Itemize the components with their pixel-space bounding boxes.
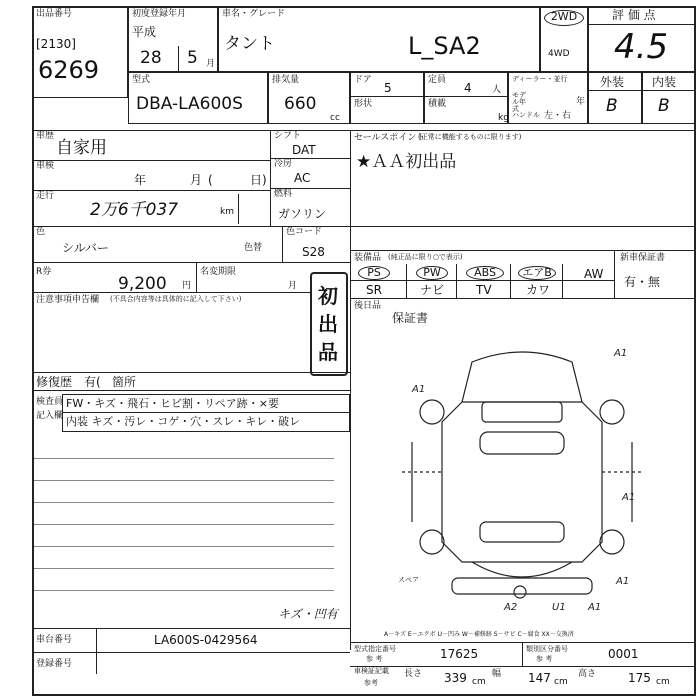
recycle-label: R券 bbox=[36, 267, 52, 277]
lot-label: 出品番号 bbox=[36, 9, 73, 19]
length-value: 339 bbox=[444, 671, 467, 685]
warranty-label: 新車保証書 bbox=[620, 253, 666, 263]
equip-leather: カワ bbox=[526, 283, 551, 297]
ac-label: 冷房 bbox=[274, 159, 293, 169]
chassis-value: LA600S-0429564 bbox=[154, 633, 258, 647]
mark-a1-front-left: A1 bbox=[412, 384, 426, 395]
capacity-label: 定員 bbox=[428, 75, 447, 85]
docs-label: 後日品 bbox=[354, 301, 382, 311]
equip-ps: PS bbox=[358, 266, 390, 280]
mark-a1-rear: A1 bbox=[588, 602, 602, 613]
inspector-row-2: 内装 キズ・汚レ・コゲ・穴・スレ・キレ・破レ bbox=[66, 415, 301, 428]
damage-legend: A－キズ E－エクボ U－凹み W－補修跡 S－サビ C－腐食 XX－交換済 bbox=[384, 631, 574, 638]
docs-value: 保証書 bbox=[392, 311, 429, 325]
equip-sr: SR bbox=[366, 283, 382, 297]
mark-a1-front-right: A1 bbox=[614, 348, 628, 359]
color-code-label: 色コード bbox=[286, 227, 323, 237]
mark-a2-rear: A2 bbox=[504, 602, 518, 613]
registration-month-unit: 月 bbox=[206, 59, 216, 69]
mark-u1-rear: U1 bbox=[552, 602, 566, 613]
history-label: 車歴 bbox=[36, 131, 55, 141]
mileage-unit: km bbox=[220, 207, 234, 217]
class-no-sub: 参 考 bbox=[536, 655, 553, 663]
repair-unit: 箇所 bbox=[112, 375, 137, 389]
inspection-year: 年 bbox=[134, 173, 147, 187]
shape-label: 形状 bbox=[354, 99, 373, 109]
dims-sub: 参考 bbox=[364, 679, 378, 687]
doors-value: 5 bbox=[384, 81, 392, 95]
lot-number: 6269 bbox=[38, 56, 100, 84]
auction-sheet bbox=[32, 6, 696, 696]
recycle-value: 9,200 bbox=[118, 274, 167, 294]
stamp-text: 初出品 bbox=[318, 284, 338, 364]
class-no-label: 類別区分番号 bbox=[526, 645, 568, 653]
handle-value: 左・右 bbox=[544, 111, 572, 121]
inspection-label: 車検 bbox=[36, 161, 55, 171]
car-grade: L_SA2 bbox=[408, 32, 481, 60]
car-hood-outline bbox=[462, 352, 582, 402]
type-no-sub: 参 考 bbox=[366, 655, 383, 663]
displacement-unit: cc bbox=[330, 113, 340, 123]
tax-month: 月 bbox=[288, 281, 298, 291]
score-ext-label: 外装 bbox=[600, 75, 625, 89]
sales-label: セールスポイント bbox=[354, 133, 426, 143]
windshield bbox=[480, 432, 564, 454]
equipment-label: 装備品 bbox=[354, 253, 382, 263]
width-value: 147 bbox=[528, 671, 551, 685]
spare-label: スペア bbox=[398, 576, 419, 584]
sales-note: (正常に機能するものに限ります) bbox=[418, 133, 522, 141]
score-ext-value: B bbox=[606, 96, 618, 116]
equip-pw: PW bbox=[416, 266, 448, 280]
plate-label: 登録番号 bbox=[36, 659, 73, 669]
sales-value: ★ＡＡ初出品 bbox=[356, 152, 457, 172]
ac-value: AC bbox=[294, 171, 311, 185]
history-value: 自家用 bbox=[56, 138, 107, 158]
color-value: シルバー bbox=[62, 241, 109, 255]
notes-sub: (不具合内容等は具体的に記入して下さい) bbox=[110, 295, 242, 303]
inspector-row-1: FW・キズ・飛石・ヒビ割・リペア跡・×要 bbox=[66, 397, 279, 410]
registration-label: 初度登録年月 bbox=[132, 9, 187, 19]
tax-label: 名変期限 bbox=[200, 267, 237, 277]
height-unit: cm bbox=[656, 677, 670, 687]
score-label: 評 価 点 bbox=[612, 8, 656, 22]
chassis-label: 車台番号 bbox=[36, 635, 73, 645]
drive-2wd: 2WD bbox=[544, 10, 584, 26]
model-value: DBA-LA600S bbox=[136, 94, 243, 114]
repair-label: 修復歴 bbox=[36, 375, 73, 389]
equip-aw: AW bbox=[584, 267, 604, 281]
mark-a1-right: A1 bbox=[622, 492, 636, 503]
handle-label: ハンドル bbox=[512, 111, 540, 119]
drive-4wd: 4WD bbox=[548, 49, 570, 59]
fuel-value: ガソリン bbox=[278, 207, 327, 221]
car-name: タント bbox=[224, 34, 275, 54]
type-no-value: 17625 bbox=[440, 647, 479, 661]
displacement-value: 660 bbox=[284, 94, 317, 114]
inspector-label-1: 検査員 bbox=[36, 397, 64, 407]
capacity-value: 4 bbox=[464, 81, 472, 95]
registration-year: 28 bbox=[140, 48, 162, 68]
height-label: 高さ bbox=[578, 669, 597, 679]
inspection-day: 日) bbox=[250, 173, 267, 187]
mileage-value: 2万6千037 bbox=[90, 200, 179, 220]
warranty-value: 有・無 bbox=[624, 275, 661, 289]
dealer-model-year: モデル年式 bbox=[512, 91, 526, 113]
lot-code: [2130] bbox=[36, 37, 76, 51]
doors-label: ドア bbox=[354, 75, 372, 85]
type-no-label: 型式指定番号 bbox=[354, 645, 396, 653]
dealer-label: ディーラー・並行 bbox=[512, 75, 568, 83]
car-damage-diagram bbox=[392, 342, 652, 614]
length-unit: cm bbox=[472, 677, 486, 687]
score-int-value: B bbox=[658, 96, 670, 116]
inspection-month: 月 bbox=[190, 173, 203, 187]
equip-abs: ABS bbox=[466, 266, 504, 280]
load-unit: kg bbox=[498, 113, 509, 123]
inspection-paren: ( bbox=[208, 173, 213, 187]
equip-navi: ナビ bbox=[420, 283, 445, 297]
dims-label: 車検証記載 bbox=[354, 667, 389, 675]
registration-month: 5 bbox=[187, 48, 198, 68]
repaint-label: 色替 bbox=[244, 243, 263, 253]
recycle-unit: 円 bbox=[182, 281, 192, 291]
handwritten-note: キズ・凹有 bbox=[278, 607, 338, 621]
capacity-unit: 人 bbox=[492, 85, 502, 95]
shift-label: シフト bbox=[274, 131, 302, 141]
repair-value: 有( bbox=[84, 375, 101, 389]
notes-label: 注意事項申告欄 bbox=[36, 295, 100, 305]
score-int-label: 内装 bbox=[652, 75, 677, 89]
car-label: 車名・グレード bbox=[222, 9, 286, 19]
load-label: 積載 bbox=[428, 99, 447, 109]
fuel-label: 燃料 bbox=[274, 189, 293, 199]
inspector-label-2: 記入欄 bbox=[36, 411, 64, 421]
color-code-value: S28 bbox=[302, 245, 325, 259]
model-label: 型式 bbox=[132, 75, 151, 85]
width-unit: cm bbox=[554, 677, 568, 687]
score-value: 4.5 bbox=[614, 27, 669, 67]
equipment-note: (純正品に限り○で表示) bbox=[388, 253, 463, 261]
registration-era: 平成 bbox=[132, 25, 157, 39]
height-value: 175 bbox=[628, 671, 651, 685]
class-no-value: 0001 bbox=[608, 647, 639, 661]
width-label: 幅 bbox=[492, 669, 502, 679]
mark-a1-rear-right: A1 bbox=[616, 576, 630, 587]
displacement-label: 排気量 bbox=[272, 75, 300, 85]
shift-value: DAT bbox=[292, 143, 316, 157]
dealer-year-unit: 年 bbox=[576, 97, 586, 107]
equip-tv: TV bbox=[476, 283, 492, 297]
length-label: 長さ bbox=[404, 669, 423, 679]
equip-airbag: エアB bbox=[518, 266, 556, 280]
color-label: 色 bbox=[36, 227, 46, 237]
lot-box bbox=[32, 6, 128, 98]
rear-window bbox=[480, 522, 564, 542]
mileage-label: 走行 bbox=[36, 191, 55, 201]
